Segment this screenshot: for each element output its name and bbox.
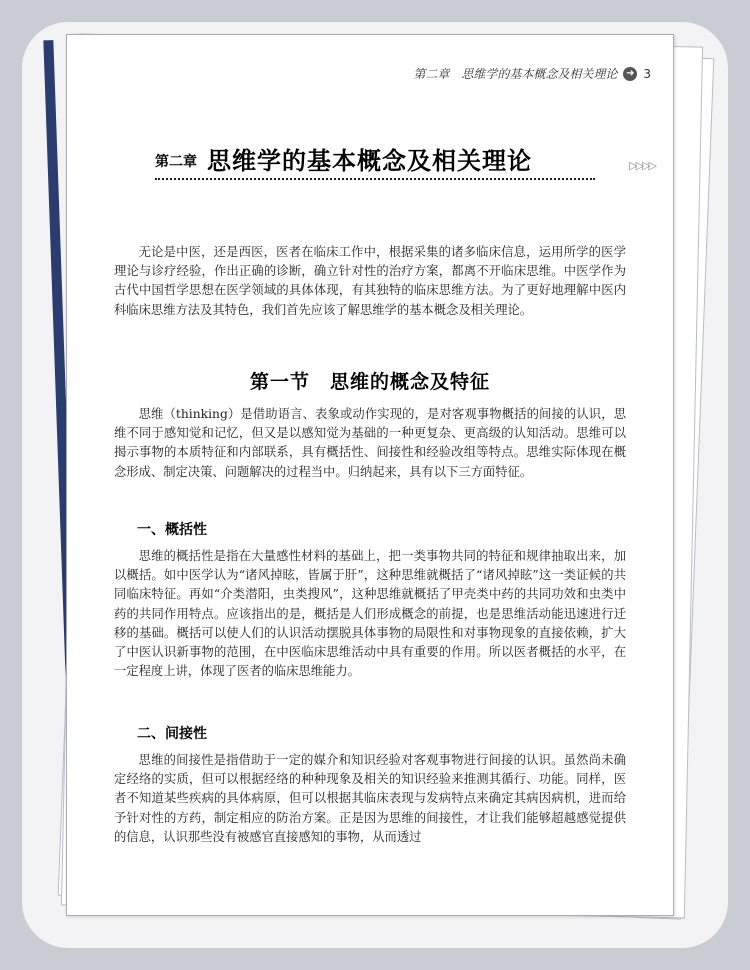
section-title: 第一节 思维的概念及特征	[249, 371, 490, 393]
page-number: 3	[643, 66, 651, 81]
running-head-text: 第二章 思维学的基本概念及相关理论	[413, 67, 618, 81]
generality-paragraph: 思维的概括性是指在大量感性材料的基础上，把一类事物共同的特征和规律抽取出来，加以概括。如中医学认为“诸风掉眩，皆属于肝”，这种思维就概括了“诸风掉眩”这一类证候的共同临床特征。再如“介类潜阳，虫类搜风”，这种思维就概括了甲壳类中药的共同功效和虫类中药的共同作用特点。应该指出的是，概括是人们形成概念的前提，也是思维活动能迅速进行迁移的基础。概括可以使人们的认识活动摆脱具体事物的局限性和对事物现象的直接依赖，扩大了中医认识新事物的范围，在中医临床思维活动中具有重要的作用。所以医者概括的水平，在一定程度上讲，体现了医者的临床思维能力。	[114, 549, 626, 679]
chapter-label: 第二章	[155, 154, 197, 170]
book-page	[66, 34, 674, 916]
intro-paragraph: 无论是中医，还是西医，医者在临床工作中，根据采集的诸多临床信息，运用所学的医学理论与诊疗经验，作出正确的诊断，确立针对性的治疗方案，都离不开临床思维。中医学作为古代中国哲学思想在医学领域的具体体现，有其独特的临床思维方法。为了更好地理解中医内科临床思维方法及其特色，我们首先应该了解思维学的基本概念及相关理论。	[114, 245, 626, 317]
heading-generality: 一、概括性	[137, 522, 207, 538]
chevron-decoration-icon: ▷▷▷▷	[629, 159, 655, 172]
arrow-right-icon: ➜	[623, 67, 637, 81]
chapter-heading	[155, 140, 655, 180]
heading-indirectness: 二、间接性	[137, 726, 207, 742]
chapter-title: 思维学的基本概念及相关理论	[207, 146, 532, 175]
section-paragraph: 思维（thinking）是借助语言、表象或动作实现的，是对客观事物概括的间接的认识，思维不同于感知觉和记忆，但又是以感知觉为基础的一种更复杂、更高级的认知活动。思维可以揭示事物的本质特征和内部联系，具有概括性、间接性和经验改组等特点。思维实际体现在概念形成、制定决策、问题解决的过程当中。归纳起来，具有以下三方面特征。	[114, 407, 626, 479]
indirectness-paragraph: 思维的间接性是指借助于一定的媒介和知识经验对客观事物进行间接的认识。虽然尚未确定经络的实质，但可以根据经络的种种现象及相关的知识经验来推测其循行、功能。同样，医者不知道某些疾病的具体病原，但可以根据其临床表现与发病特点来确定其病因病机，进而给予针对性的方药，制定相应的防治方案。正是因为思维的间接性，才让我们能够超越感觉提供的信息，认识那些没有被感官直接感知的事物，从而透过	[114, 753, 626, 844]
running-head	[413, 65, 651, 82]
